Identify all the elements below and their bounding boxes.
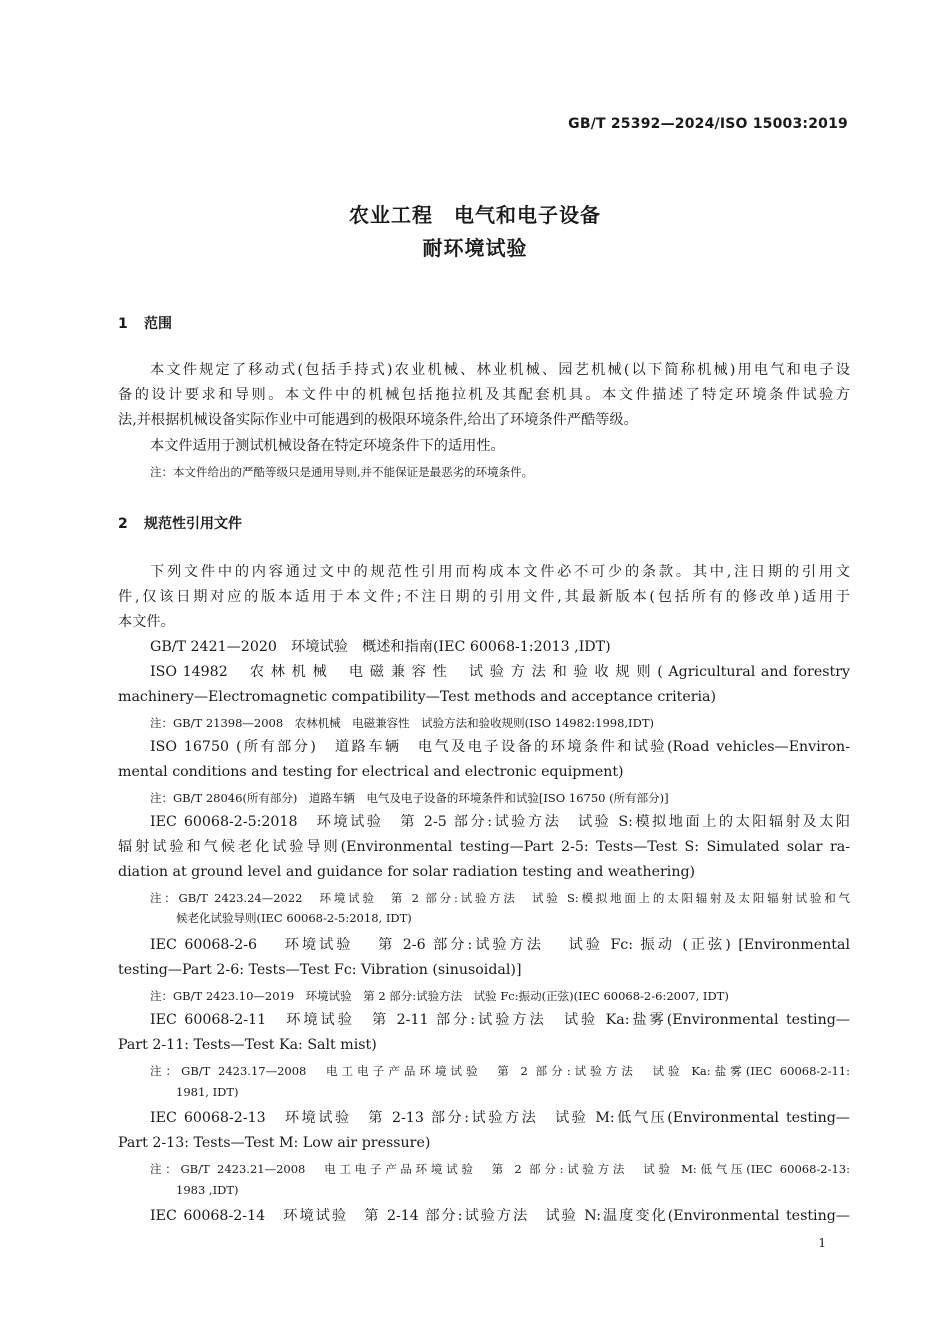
note-line-cont: 1981, IDT) bbox=[176, 1085, 239, 1099]
reference-entry-cont: machinery—Electromagnetic compatibility—Test methods and acceptance criteria) bbox=[118, 689, 717, 705]
section-title: 规范性引用文件 bbox=[144, 516, 242, 532]
paragraph-line: 下列文件中的内容通过文中的规范性引用而构成本文件必不可少的条款。其中,注日期的引用文 bbox=[150, 564, 850, 580]
reference-entry: ISO 16750 (所有部分) 道路车辆 电气及电子设备的环境条件和试验(Road vehicles—Environ- bbox=[150, 739, 850, 755]
reference-entry: IEC 60068-2-6 环境试验 第 2-6 部分:试验方法 试验 Fc: 振动 (正弦) [Environmental bbox=[150, 937, 850, 953]
reference-entry-cont: Part 2-13: Tests—Test M: Low air pressure) bbox=[118, 1135, 431, 1151]
note-line: 注：GB/T 21398—2008 农林机械 电磁兼容性 试验方法和验收规则(ISO 14982:1998,IDT) bbox=[150, 716, 654, 730]
standard-code: GB/T 25392—2024/ISO 15003:2019 bbox=[568, 116, 848, 132]
note-line: 注：GB/T 2423.24—2022 环境试验 第 2 部分:试验方法 试验 S:模拟地面上的太阳辐射及太阳辐射试验和气 bbox=[150, 891, 850, 905]
note-line: 注：GB/T 2423.10—2019 环境试验 第 2 部分:试验方法 试验 Fc:振动(正弦)(IEC 60068-2-6:2007, IDT) bbox=[150, 989, 729, 1003]
section-heading-scope bbox=[118, 313, 172, 333]
reference-entry: IEC 60068-2-14 环境试验 第 2-14 部分:试验方法 试验 N:温度变化(Environmental testing— bbox=[150, 1208, 850, 1224]
reference-entry: IEC 60068-2-5:2018 环境试验 第 2-5 部分:试验方法 试验 S:模拟地面上的太阳辐射及太阳 bbox=[150, 814, 850, 830]
document-title-line-2: 耐环境试验 bbox=[422, 236, 528, 260]
paragraph-line: 备的设计要求和导则。本文件中的机械包括拖拉机及其配套机具。本文件描述了特定环境条件试验方 bbox=[118, 387, 850, 403]
paragraph-line: 本文件规定了移动式(包括手持式)农业机械、林业机械、园艺机械(以下简称机械)用电气和电子设 bbox=[150, 362, 850, 378]
reference-entry-cont: 辐射试验和气候老化试验导则(Environmental testing—Part 2-5: Tests—Test S: Simulated solar ra- bbox=[118, 839, 850, 855]
reference-entry-cont: testing—Part 2-6: Tests—Test Fc: Vibration (sinusoidal)] bbox=[118, 962, 522, 978]
reference-entry: GB/T 2421—2020 环境试验 概述和指南(IEC 60068-1:2013 ,IDT) bbox=[150, 639, 611, 655]
page-number: 1 bbox=[818, 1236, 826, 1250]
section-title: 范围 bbox=[144, 316, 172, 332]
reference-entry-cont: Part 2-11: Tests—Test Ka: Salt mist) bbox=[118, 1037, 377, 1053]
section-number: 1 bbox=[118, 316, 128, 332]
reference-entry: IEC 60068-2-13 环境试验 第 2-13 部分:试验方法 试验 M:低气压(Environmental testing— bbox=[150, 1110, 850, 1126]
paragraph-line: 本文件。 bbox=[118, 614, 175, 630]
note-line: 注：本文件给出的严酷等级只是通用导则,并不能保证是最恶劣的环境条件。 bbox=[150, 465, 534, 479]
note-line: 注：GB/T 2423.17—2008 电工电子产品环境试验 第 2 部分:试验方法 试验 Ka:盐雾(IEC 60068-2-11: bbox=[150, 1064, 850, 1078]
paragraph-line: 法,并根据机械设备实际作业中可能遇到的极限环境条件,给出了环境条件严酷等级。 bbox=[118, 412, 638, 428]
reference-entry: IEC 60068-2-11 环境试验 第 2-11 部分:试验方法 试验 Ka:盐雾(Environmental testing— bbox=[150, 1012, 850, 1028]
paragraph-line: 本文件适用于测试机械设备在特定环境条件下的适用性。 bbox=[150, 438, 505, 454]
note-line-cont: 1983 ,IDT) bbox=[176, 1183, 239, 1197]
document-title-line-1: 农业工程 电气和电子设备 bbox=[349, 203, 601, 227]
note-line: 注：GB/T 28046(所有部分) 道路车辆 电气及电子设备的环境条件和试验[ISO 16750 (所有部分)] bbox=[150, 791, 669, 805]
section-number: 2 bbox=[118, 516, 128, 532]
reference-entry: ISO 14982 农 林 机 械 电 磁 兼 容 性 试 验 方 法 和 验 收 规 则 ( Agricultural and forestry bbox=[150, 664, 850, 680]
note-line: 注：GB/T 2423.21—2008 电工电子产品环境试验 第 2 部分:试验方法 试验 M:低气压(IEC 60068-2-13: bbox=[150, 1162, 850, 1176]
note-line-cont: 候老化试验导则(IEC 60068-2-5:2018, IDT) bbox=[176, 911, 412, 925]
reference-entry-cont: diation at ground level and guidance for solar radiation testing and weathering) bbox=[118, 864, 696, 880]
paragraph-line: 件,仅该日期对应的版本适用于本文件;不注日期的引用文件,其最新版本(包括所有的修改单)适用于 bbox=[118, 589, 850, 605]
reference-entry-cont: mental conditions and testing for electrical and electronic equipment) bbox=[118, 764, 624, 780]
section-heading-normative-references bbox=[118, 513, 242, 533]
